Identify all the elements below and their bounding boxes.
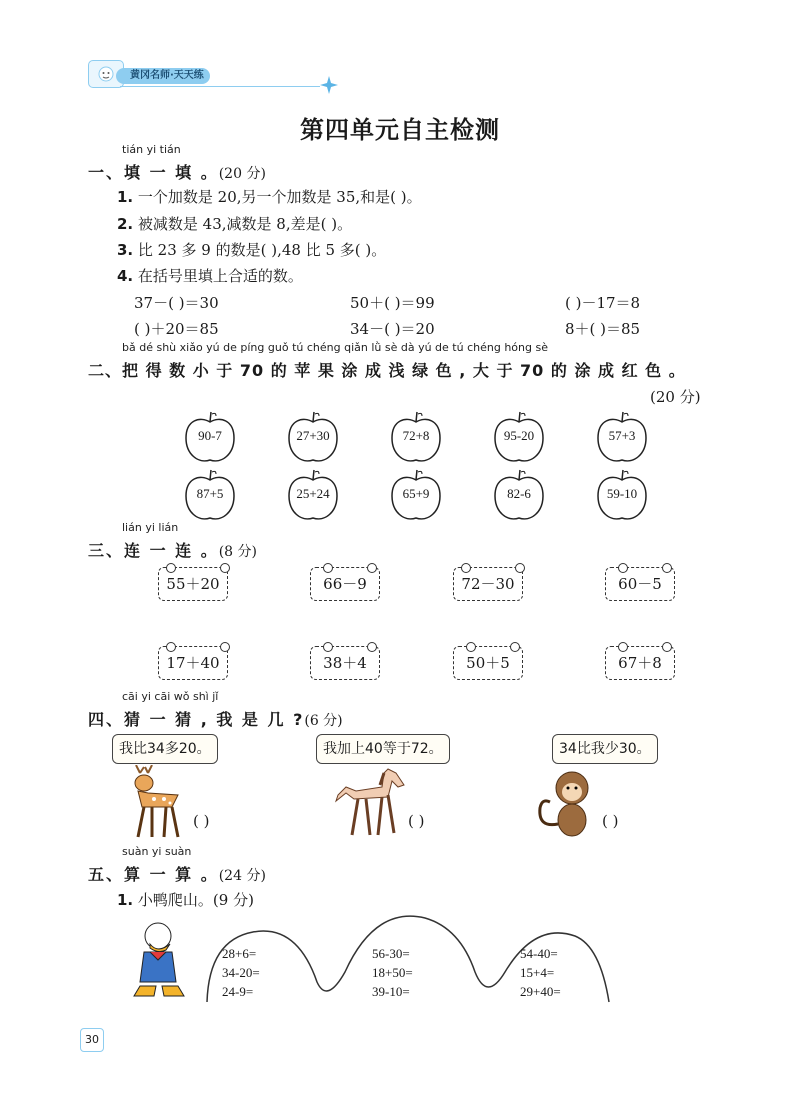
s2-heading: 二、把 得 数 小 于 70 的 苹 果 涂 成 浅 绿 色 , 大 于 70 的 涂 成 红 色 。 xyxy=(88,361,686,380)
match-card[interactable]: 50＋5 xyxy=(453,646,523,680)
apple-label: 65+9 xyxy=(402,486,430,501)
match-card[interactable]: 66－9 xyxy=(310,567,380,601)
brand-logo xyxy=(88,60,248,90)
apple-label: 72+8 xyxy=(402,428,430,443)
s5-pinyin: suàn yi suàn xyxy=(122,845,192,858)
apple-label: 27+30 xyxy=(296,428,330,443)
apple-label: 25+24 xyxy=(296,486,330,501)
match-card[interactable]: 60－5 xyxy=(605,567,675,601)
s5-heading: 五、算 一 算 。(24 分) xyxy=(88,865,266,884)
equation[interactable]: 34－( )＝20 xyxy=(350,320,435,338)
equation[interactable]: ( )＋20＝85 xyxy=(134,320,219,338)
s3-heading: 三、连 一 连 。(8 分) xyxy=(88,541,257,560)
calc-item[interactable]: 24-9= xyxy=(222,984,254,999)
page-number: 30 xyxy=(80,1028,104,1052)
apple-label: 95-20 xyxy=(503,428,535,443)
calc-item[interactable]: 54-40= xyxy=(520,946,558,961)
duck-icon xyxy=(130,920,188,1002)
match-card[interactable]: 17＋40 xyxy=(158,646,228,680)
speech-bubble: 34比我少30。 xyxy=(552,734,658,764)
calc-item[interactable]: 18+50= xyxy=(372,965,413,980)
apple-label: 87+5 xyxy=(196,486,224,501)
answer-blank[interactable]: ( ) xyxy=(193,812,210,830)
equation[interactable]: 50＋( )＝99 xyxy=(350,294,435,312)
apple[interactable] xyxy=(285,468,341,524)
answer-blank[interactable]: ( ) xyxy=(408,812,425,830)
calc-item[interactable]: 29+40= xyxy=(520,984,561,999)
calc-item[interactable]: 39-10= xyxy=(372,984,410,999)
s1-q1: 1. 一个加数是 20,另一个加数是 35,和是( )。 xyxy=(117,188,422,206)
apple[interactable] xyxy=(388,410,444,466)
monkey-icon xyxy=(530,768,600,840)
s4-pinyin: cāi yi cāi wǒ shì jǐ xyxy=(122,690,219,703)
deer-icon xyxy=(118,765,190,841)
calc-item[interactable]: 56-30= xyxy=(372,946,410,961)
s1-q4: 4. 在括号里填上合适的数。 xyxy=(117,267,303,285)
horse-icon xyxy=(330,765,410,841)
apple[interactable] xyxy=(182,468,238,524)
equation[interactable]: ( )－17＝8 xyxy=(565,294,641,312)
apple-label: 59-10 xyxy=(606,486,638,501)
page-title: 第四单元自主检测 xyxy=(300,116,500,144)
calc-item[interactable]: 28+6= xyxy=(222,946,257,961)
s1-q3: 3. 比 23 多 9 的数是( ),48 比 5 多( )。 xyxy=(117,241,387,259)
brand-text: 黄冈名师·天天练 xyxy=(116,68,210,84)
s5-q1: 1. 小鸭爬山。(9 分) xyxy=(117,891,254,909)
calc-item[interactable]: 15+4= xyxy=(520,965,555,980)
match-card[interactable]: 38＋4 xyxy=(310,646,380,680)
s2-pinyin: bǎ dé shù xiǎo yú de píng guǒ tú chéng qiǎn lǜ sè dà yú de tú chéng hóng sè xyxy=(122,341,548,354)
s1-heading: 一、填 一 填 。(20 分) xyxy=(88,163,266,182)
apple[interactable] xyxy=(594,468,650,524)
s3-pinyin: lián yi lián xyxy=(122,521,179,534)
apple[interactable] xyxy=(491,410,547,466)
equation[interactable]: 8＋( )＝85 xyxy=(565,320,641,338)
apple[interactable] xyxy=(388,468,444,524)
apple[interactable] xyxy=(491,468,547,524)
apple[interactable] xyxy=(182,410,238,466)
apple[interactable] xyxy=(285,410,341,466)
match-card[interactable]: 67＋8 xyxy=(605,646,675,680)
match-card[interactable]: 55＋20 xyxy=(158,567,228,601)
apple-label: 57+3 xyxy=(608,428,636,443)
apple[interactable] xyxy=(594,410,650,466)
s4-heading: 四、猜 一 猜 , 我 是 几 ?(6 分) xyxy=(88,710,343,729)
sparkle-icon xyxy=(320,76,338,94)
match-card[interactable]: 72－30 xyxy=(453,567,523,601)
speech-bubble: 我比34多20。 xyxy=(112,734,218,764)
s1-pinyin: tián yi tián xyxy=(122,143,181,156)
apple-label: 90-7 xyxy=(198,428,222,443)
calc-item[interactable]: 34-20= xyxy=(222,965,260,980)
speech-bubble: 我加上40等于72。 xyxy=(316,734,450,764)
s1-q2: 2. 被减数是 43,减数是 8,差是( )。 xyxy=(117,215,353,233)
s2-points: (20 分) xyxy=(650,388,701,406)
equation[interactable]: 37－( )＝30 xyxy=(134,294,219,312)
answer-blank[interactable]: ( ) xyxy=(602,812,619,830)
apple-label: 82-6 xyxy=(507,486,531,501)
